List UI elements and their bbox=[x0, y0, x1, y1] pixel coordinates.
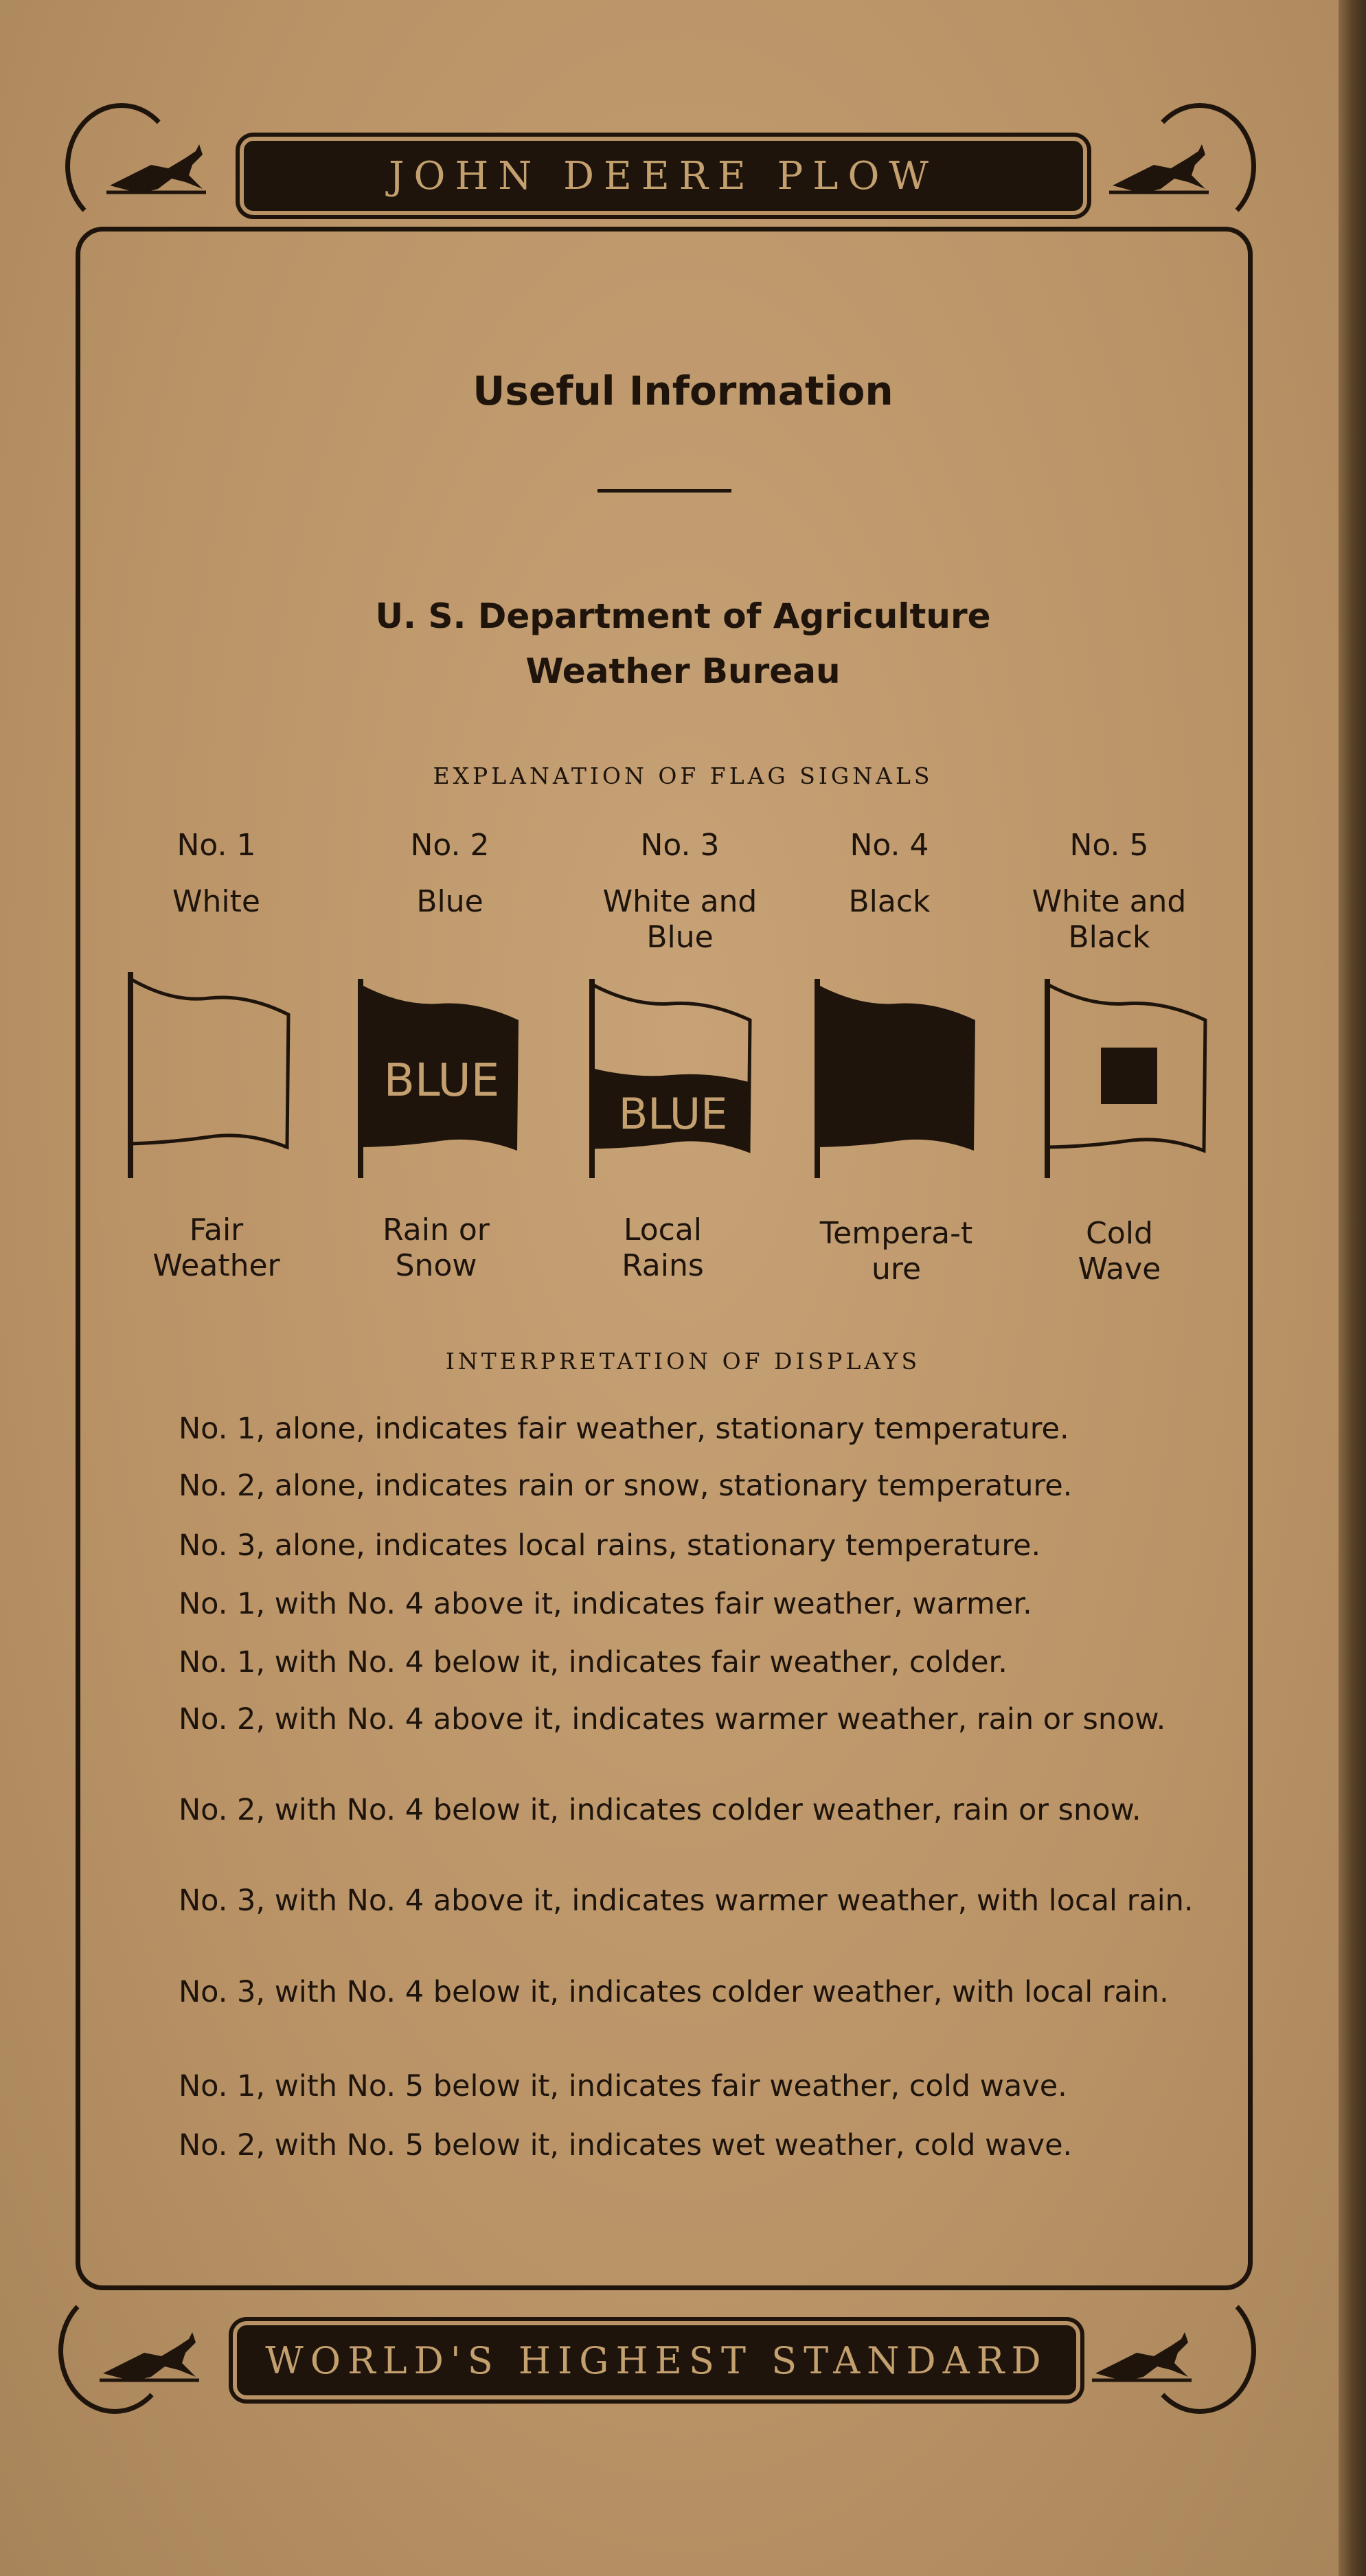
flag-1-number: No. 1 bbox=[177, 828, 256, 863]
interpretation-item: No. 2, with No. 4 below it, indicates colder weather, rain or snow. bbox=[179, 1793, 1141, 1827]
interpretation-item: No. 2, with No. 4 above it, indicates warmer weather, rain or snow. bbox=[179, 1702, 1166, 1737]
white-and-blue-flag-icon bbox=[585, 979, 757, 1185]
flag-5-meaning-text: Cold Wave bbox=[1078, 1216, 1161, 1287]
flag-2-label: BLUE bbox=[383, 1054, 500, 1107]
flag-1-meaning-text: Fair Weather bbox=[152, 1212, 280, 1283]
leaping-deer-logo-icon bbox=[1106, 137, 1216, 206]
flag-1-meaning bbox=[113, 1212, 319, 1284]
white-and-black-flag-icon bbox=[1040, 979, 1212, 1185]
flag-5-number: No. 5 bbox=[1069, 828, 1149, 863]
leaping-deer-logo-icon bbox=[96, 2325, 206, 2394]
white-flag-icon bbox=[124, 972, 295, 1185]
flag-signals-heading: EXPLANATION OF FLAG SIGNALS bbox=[433, 762, 933, 789]
page-title: Useful Information bbox=[473, 368, 893, 414]
flag-4-color: Black bbox=[848, 884, 931, 919]
flag-4-meaning-text: Tempera-ture bbox=[819, 1216, 973, 1287]
leaping-deer-logo-icon bbox=[1089, 2325, 1198, 2394]
interpretation-heading: INTERPRETATION OF DISPLAYS bbox=[445, 1348, 921, 1375]
footer-banner-text: WORLD'S HIGHEST STANDARD bbox=[265, 2338, 1048, 2382]
flag-3-color: White and Blue bbox=[602, 884, 758, 955]
interpretation-item: No. 3, alone, indicates local rains, stationary temperature. bbox=[179, 1528, 1041, 1563]
flag-3-meaning-text: Local Rains bbox=[622, 1212, 704, 1283]
flag-2-number: No. 2 bbox=[410, 828, 490, 863]
agency-line-2: Weather Bureau bbox=[525, 651, 841, 691]
flag-3-number: No. 3 bbox=[640, 828, 720, 863]
flag-2-meaning bbox=[333, 1212, 539, 1284]
flag-5-meaning bbox=[1016, 1216, 1222, 1287]
flag-1-color: White bbox=[172, 884, 260, 919]
title-divider bbox=[597, 489, 731, 493]
flag-3-label: BLUE bbox=[618, 1089, 728, 1139]
interpretation-item: No. 3, with No. 4 below it, indicates colder weather, with local rain. bbox=[179, 1975, 1169, 2009]
flag-5-color: White and Black bbox=[1032, 884, 1187, 955]
interpretation-item: No. 2, with No. 5 below it, indicates wet weather, cold wave. bbox=[179, 2128, 1073, 2162]
flag-3-meaning bbox=[560, 1212, 766, 1284]
interpretation-item: No. 1, alone, indicates fair weather, stationary temperature. bbox=[179, 1412, 1069, 1446]
footer-banner bbox=[237, 2325, 1076, 2395]
header-banner-text: JOHN DEERE PLOW bbox=[389, 153, 938, 199]
flag-2-color: Blue bbox=[416, 884, 483, 919]
blue-flag-icon bbox=[354, 979, 525, 1185]
interpretation-item: No. 2, alone, indicates rain or snow, stationary temperature. bbox=[179, 1469, 1073, 1503]
interpretation-item: No. 3, with No. 4 above it, indicates warmer weather, with local rain. bbox=[179, 1884, 1194, 1918]
black-flag-icon bbox=[810, 979, 982, 1185]
interpretation-item: No. 1, with No. 4 below it, indicates fair weather, colder. bbox=[179, 1645, 1008, 1680]
flag-2-meaning-text: Rain or Snow bbox=[383, 1212, 490, 1283]
header-banner bbox=[244, 141, 1083, 211]
flag-4-meaning bbox=[793, 1216, 999, 1287]
agency-line-1: U. S. Department of Agriculture bbox=[375, 596, 991, 636]
interpretation-item: No. 1, with No. 4 above it, indicates fair weather, warmer. bbox=[179, 1587, 1032, 1621]
flag-4-number: No. 4 bbox=[850, 828, 929, 863]
interpretation-item: No. 1, with No. 5 below it, indicates fair weather, cold wave. bbox=[179, 2069, 1067, 2103]
leaping-deer-logo-icon bbox=[103, 137, 213, 206]
